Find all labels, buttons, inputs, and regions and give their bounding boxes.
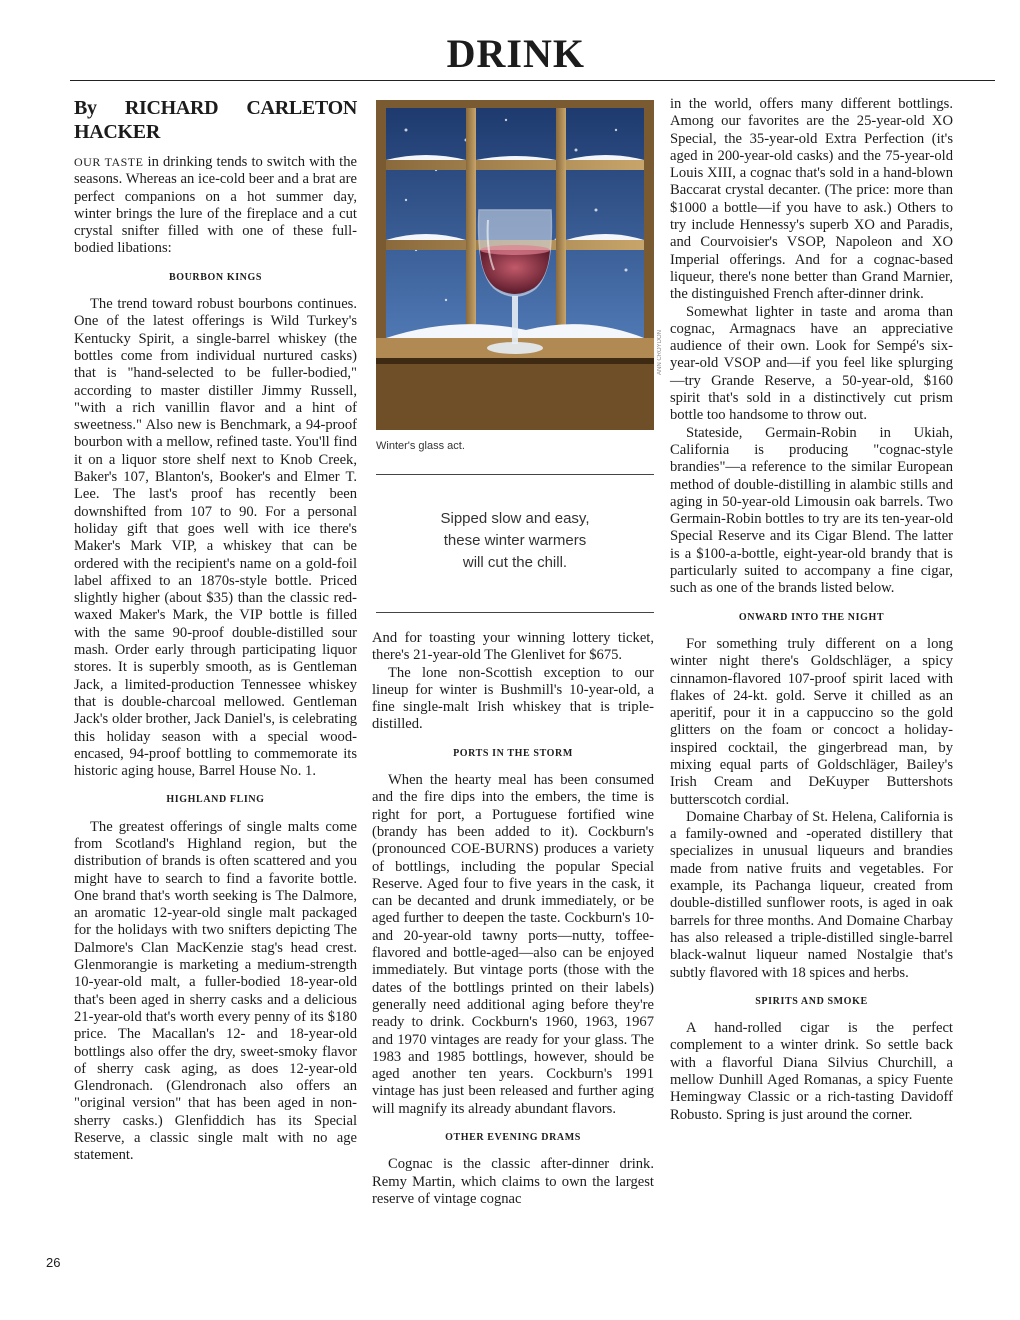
pull-quote-line-3: will cut the chill.: [462, 554, 568, 571]
page-number: 26: [46, 1255, 61, 1270]
pull-quote-top-rule: [376, 474, 654, 475]
paragraph-glenlivet: And for toasting your winning lottery ticket, there's 21-year-old The Glenlivet for $675.: [372, 630, 654, 664]
pull-quote-line-2: these winter warmers: [443, 532, 587, 549]
paragraph-charbay: Domaine Charbay of St. Helena, California is a family-owned and -operated distillery that specializes in unusual liqueurs and brandies made from native fruits and vegetables. For example, its Pachanga liqueur, created from double-distilled sunflower roots, is aged in oak barrels for three months. And Domaine Charbay has also released a triple-distilled single-barrel black-walnut liqueur named Nostalgie that's subtly flavored with 18 spices and herbs.: [670, 808, 953, 981]
paragraph-highland: The greatest offerings of single malts come from Scotland's Highland region, but the distribution of brands is often scattered and you might have to search to find a favorite bottle. One brand that's worth seeking is The Dalmore, an aromatic 12-year-old single malt packaged for the holidays with two snifters depicting The Dalmore's Clan MacKenzie stag's head crest. Glenmorangie is marketing a medium-strength 10-year-old malt, a fuller-bodied 18-year-old that's been aged in sherry casks and a delicious 21-year-old that's worth every penny of its $180 price. The Macallan's 12- and 18-year-old bottlings also offer the dry, sweet-smoky flavor of sherry cask aging, as does 12-year-old Glendronach. (Glendronach also offers an "original version" that has been aged in non-sherry casks.) Glenfiddich has its Special Reserve, a classic single malt with no age statement.: [74, 818, 357, 1164]
subhead-highland-fling: HIGHLAND FLING: [166, 794, 265, 806]
paragraph-cognac-cont: in the world, offers many different bottlings. Among our favorites are the 25-year-old XO Special, the 35-year-old Extra Perfection (it's aged in 200-year-old casks) and the 75-year-old Louis XIII, a cognac that's sold in a hand-blown Baccarat crystal decanter. (The price: more than $1000 a bottle—if you have to ask.) Others to try include Hennessy's superb XO and Paradis, and Courvoisier's VSOP, Napoleon and XO Imperial offerings. And for a cognac-based liqueur, there's none better than Grand Marnier, the distinguished French after-dinner drink.: [670, 96, 953, 303]
byline: By RICHARD CARLETON HACKER: [74, 97, 357, 143]
pull-quote-line-1: Sipped slow and easy,: [440, 510, 590, 527]
article-column-2: [372, 630, 654, 1208]
section-title: DRINK: [446, 31, 585, 76]
illustration-credit: ANN CROYDON: [657, 330, 663, 376]
subhead-onward: ONWARD INTO THE NIGHT: [738, 611, 885, 623]
paragraph-ports: When the hearty meal has been consumed and the fire dips into the embers, the time is right for port, a Portuguese fortified wine (brandy has been added to it). Cockburn's (pronounced COE-BURNS) produces a variety of bottlings, including the popular Special Reserve. Aged four to five years in the cask, it can be decanted and drunk immediately, or be aged further to deepen the taste. Cockburn's 10- and 20-year-old tawny ports—nutty, toffee-flavored and bottle-aged—also can be enjoyed immediately. But vintage ports (those with the dates of the bottlings printed on their labels) generally need additional aging before they're ready to drink. Cockburn's 1960, 1963, 1967 and 1970 vintages are ready for your glass. The 1983 and 1985 bottlings, however, should be aged another ten years. Cockburn's 1991 vintage has just been released and further aging will magnify its already abundant flavors.: [372, 772, 654, 1117]
pull-quote-bottom-rule: [376, 612, 654, 613]
paragraph-cognac: Cognac is the classic after-dinner drink. Remy Martin, which claims to own the largest reserve of vintage cognac: [372, 1156, 654, 1207]
subhead-ports: PORTS IN THE STORM: [453, 747, 573, 759]
illustration-caption: Winter's glass act.: [376, 440, 465, 452]
paragraph-cigars: A hand-rolled cigar is the perfect complement to a winter drink. So settle back with a flavorful Diana Silvius Churchill, a mellow Dunhill Aged Romanas, a spicy Fuente Hemingway Classic or a rich-tasting Davidoff Robusto. Spring is just around the corner.: [670, 1020, 953, 1123]
intro-paragraph: [74, 154, 357, 258]
snifter-window-illustration: [376, 100, 654, 430]
pull-quote: [376, 508, 654, 574]
article-column-3: [670, 96, 953, 1124]
paragraph-bushmills: The lone non-Scottish exception to our lineup for winter is Bushmill's 10-year-old, a fine single-malt Irish whiskey that is triple-distilled.: [372, 664, 654, 733]
paragraph-bourbon: The trend toward robust bourbons continues. One of the latest offerings is Wild Turkey's Kentucky Spirit, a single-barrel whiskey (the bottles come from individual nurtured casks) that is "hand-selected to be fuller-bodied," according to master distiller Jimmy Russell, "with a rich vanillin flavor and a hint of sweetness." Also new is Benchmark, a 94-proof bourbon with a mellow, refined taste. You'll find it on a liquor store shelf next to Knob Creek, Baker's 107, Blanton's, Booker's and Elmer T. Lee. The last's proof has recently been downshifted from 107 to 90. For a personal holiday gift that goes well with ice there's Maker's Mark VIP, a whiskey that can be ordered with the recipient's name on a gold-foil label affixed to an 1870s-style bottle. Priced slightly higher (about $35) than the classic red-waxed Maker's Mark, the VIP bottle is filled with the same 90-proof double-distilled sour mash. Order early through participating liquor stores. It is superbly smooth, as is Gentleman Jack, a limited-production Tennessee whiskey that is double-charcoal mellowed. Gentleman Jack's older brother, Jack Daniel's, is celebrating this holiday season with a special wood-encased, 94-proof bottling to commemorate its historic aging house, Barrel House No. 1.: [74, 296, 357, 780]
paragraph-armagnac: Somewhat lighter in taste and aroma than cognac, Armagnacs have an appreciative audience of their own. Look for Sempé's six-year-old VSOP and—if you feel like splurging—try Grande Reserve, a 50-year-old, $160 spirit that's sold in a distinctively cut prism bottle too handsome to throw out.: [670, 303, 953, 424]
intro-text: in drinking tends to switch with the seasons. Whereas an ice-cold beer and a brat are perfect companions on a hot summer day, winter brings the lure of the fireplace and a cut crystal snifter filled with one of these full-bodied libations:: [74, 154, 357, 257]
subhead-bourbon-kings: BOURBON KINGS: [168, 271, 263, 283]
subhead-spirits-smoke: SPIRITS AND SMOKE: [755, 995, 868, 1007]
paragraph-germain-robin: Stateside, Germain-Robin in Ukiah, California is producing "cognac-style brandies"—a reference to the similar European method of double-distilling in alambic stills and aging in 50-year-old Limousin oak barrels. Two Germain-Robin bottles to try are its ten-year-old Special Reserve and its Cigar Blend. The latter is a $100-a-bottle, eight-year-old brandy that is particularly suited to accompany a fine cigar, such as one of the brands listed below.: [670, 424, 953, 597]
intro-lead-caps: OUR TASTE: [74, 155, 144, 169]
subhead-evening-drams: OTHER EVENING DRAMS: [445, 1132, 581, 1144]
paragraph-goldschlager: For something truly different on a long winter night there's Goldschläger, a spicy cinnamon-flavored 107-proof spirit laced with flakes of 24-kt. gold. Serve it chilled as an aperitif, pour it in a cappuccino so the gold glitters on the foam or concoct a holiday-inspired cocktail, the gingerbread man, by mixing equal parts of Goldschläger, Bailey's Irish Cream and DeKuyper Buttershots butterscotch cordial.: [670, 635, 953, 808]
section-header: [70, 30, 995, 81]
article-column-1: [74, 96, 357, 1165]
